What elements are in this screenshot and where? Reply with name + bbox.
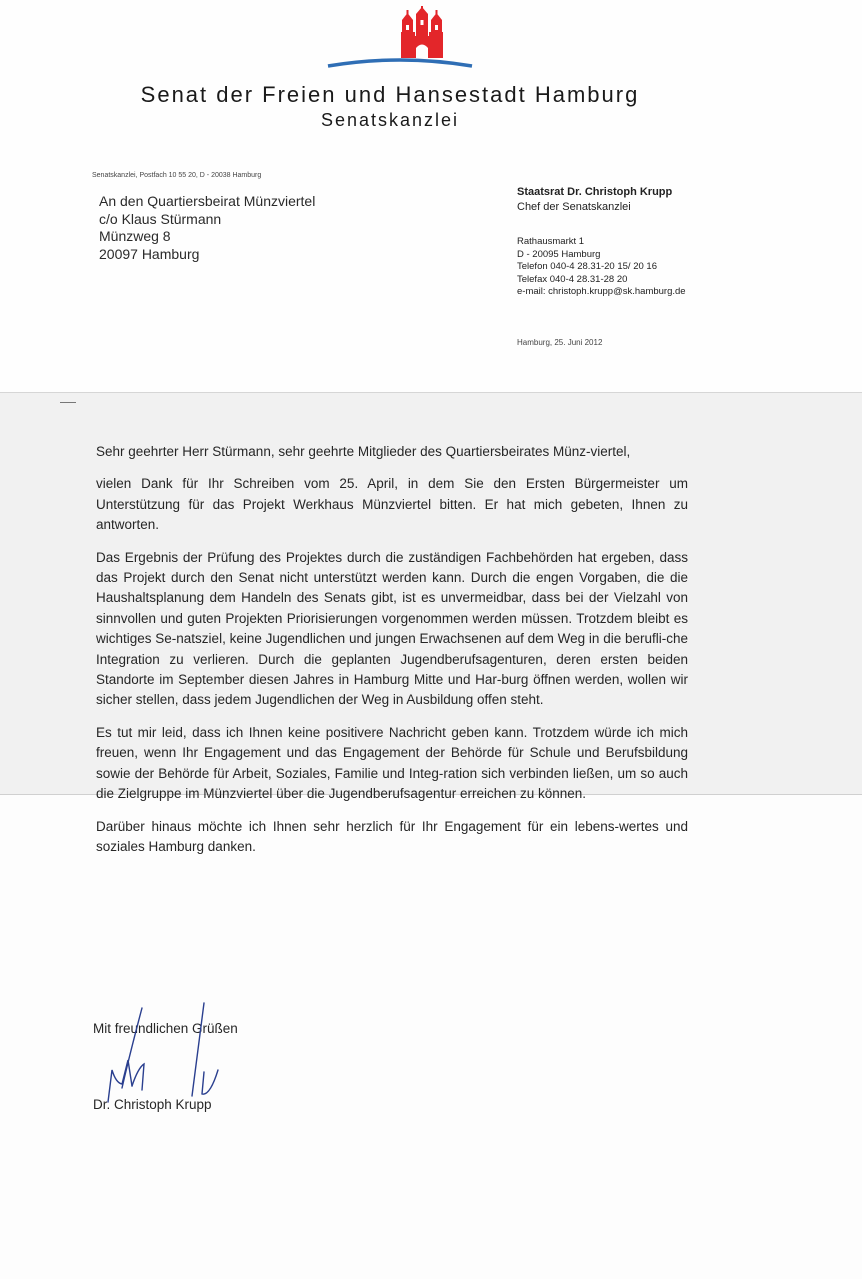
sender-return-address: Senatskanzlei, Postfach 10 55 20, D - 20038 Hamburg <box>92 172 262 179</box>
official-title: Chef der Senatskanzlei <box>517 201 631 213</box>
contact-line: D - 20095 Hamburg <box>517 248 601 260</box>
closing-greeting: Mit freundlichen Grüßen <box>93 1021 238 1036</box>
body-paragraph: vielen Dank für Ihr Schreiben vom 25. April, in dem Sie den Ersten Bürgermeister um Unterstützung für das Projekt Werkhaus Münzviertel bitten. Er hat mich gebeten, Ihnen zu antworten. <box>96 476 688 533</box>
recipient-line: An den Quartiersbeirat Münzviertel <box>99 193 316 209</box>
contact-line: Telefon 040-4 28.31-20 15/ 20 16 <box>517 261 657 272</box>
recipient-line: Münzweg 8 <box>99 228 171 244</box>
contact-line: e-mail: christoph.krupp@sk.hamburg.de <box>517 286 686 297</box>
salutation: Sehr geehrter Herr Stürmann, sehr geehrte Mitglieder des Quartiersbeirates Münz-viertel, <box>96 444 631 459</box>
contact-line: Telefax 040-4 28.31-28 20 <box>517 273 628 285</box>
letter-body <box>96 442 688 869</box>
recipient-address <box>99 193 315 263</box>
official-block <box>517 185 672 215</box>
contact-line: Rathausmarkt 1 <box>517 236 585 247</box>
organization-name: Senat der Freien und Hansestadt Hamburg <box>140 82 640 107</box>
fold-mark <box>60 402 76 403</box>
official-name: Staatsrat Dr. Christoph Krupp <box>517 186 673 198</box>
body-paragraph: Darüber hinaus möchte ich Ihnen sehr herzlich für Ihr Engagement für ein lebens-wertes und soziales Hamburg danken. <box>96 818 688 854</box>
signer-name: Dr. Christoph Krupp <box>93 1097 212 1112</box>
body-paragraph: Das Ergebnis der Prüfung des Projektes durch die zuständigen Fachbehörden hat ergeben, dass das Projekt durch den Senat nicht unterstützt werden kann. Durch die engen Vorgaben, die die Haushaltsplanung dem Handeln des Senats gibt, ist es unvermeidbar, dass bei der Vielzahl von sinnvollen und guten Projekten Priorisierungen vorgenommen werden müssen. Trotzdem bleibt es wichtiges Se-natsziel, keine Jugendlichen und jungen Erwachsenen auf dem Weg in die berufli-che Integration zu verlieren. Durch die geplanten Jugendberufsagenturen, deren ersten beiden Standorte im September diesen Jahres in Hamburg Mitte und Har-burg öffnen werden, wollen wir sicher stellen, dass jedem Jugendlichen der Weg in Ausbildung offen steht. <box>96 549 688 708</box>
recipient-line: 20097 Hamburg <box>99 245 200 262</box>
department-name: Senatskanzlei <box>320 110 460 130</box>
fold-line <box>0 392 862 393</box>
hamburg-castle-coat-of-arms-icon <box>322 6 478 72</box>
recipient-line: c/o Klaus Stürmann <box>99 210 222 227</box>
body-paragraph: Es tut mir leid, dass ich Ihnen keine positivere Nachricht geben kann. Trotzdem würde ich mich freuen, wenn Ihr Engagement und das Engagement der Behörde für Schule und Berufsbildung sowie der Behörde für Arbeit, Soziales, Familie und Integ-ration sich verbinden ließen, um so auch die Zielgruppe im Münzviertel über die Jugendberufsagentur erreichen zu können. <box>96 724 688 802</box>
official-contact <box>517 236 686 299</box>
letter-date: Hamburg, 25. Juni 2012 <box>517 338 603 347</box>
